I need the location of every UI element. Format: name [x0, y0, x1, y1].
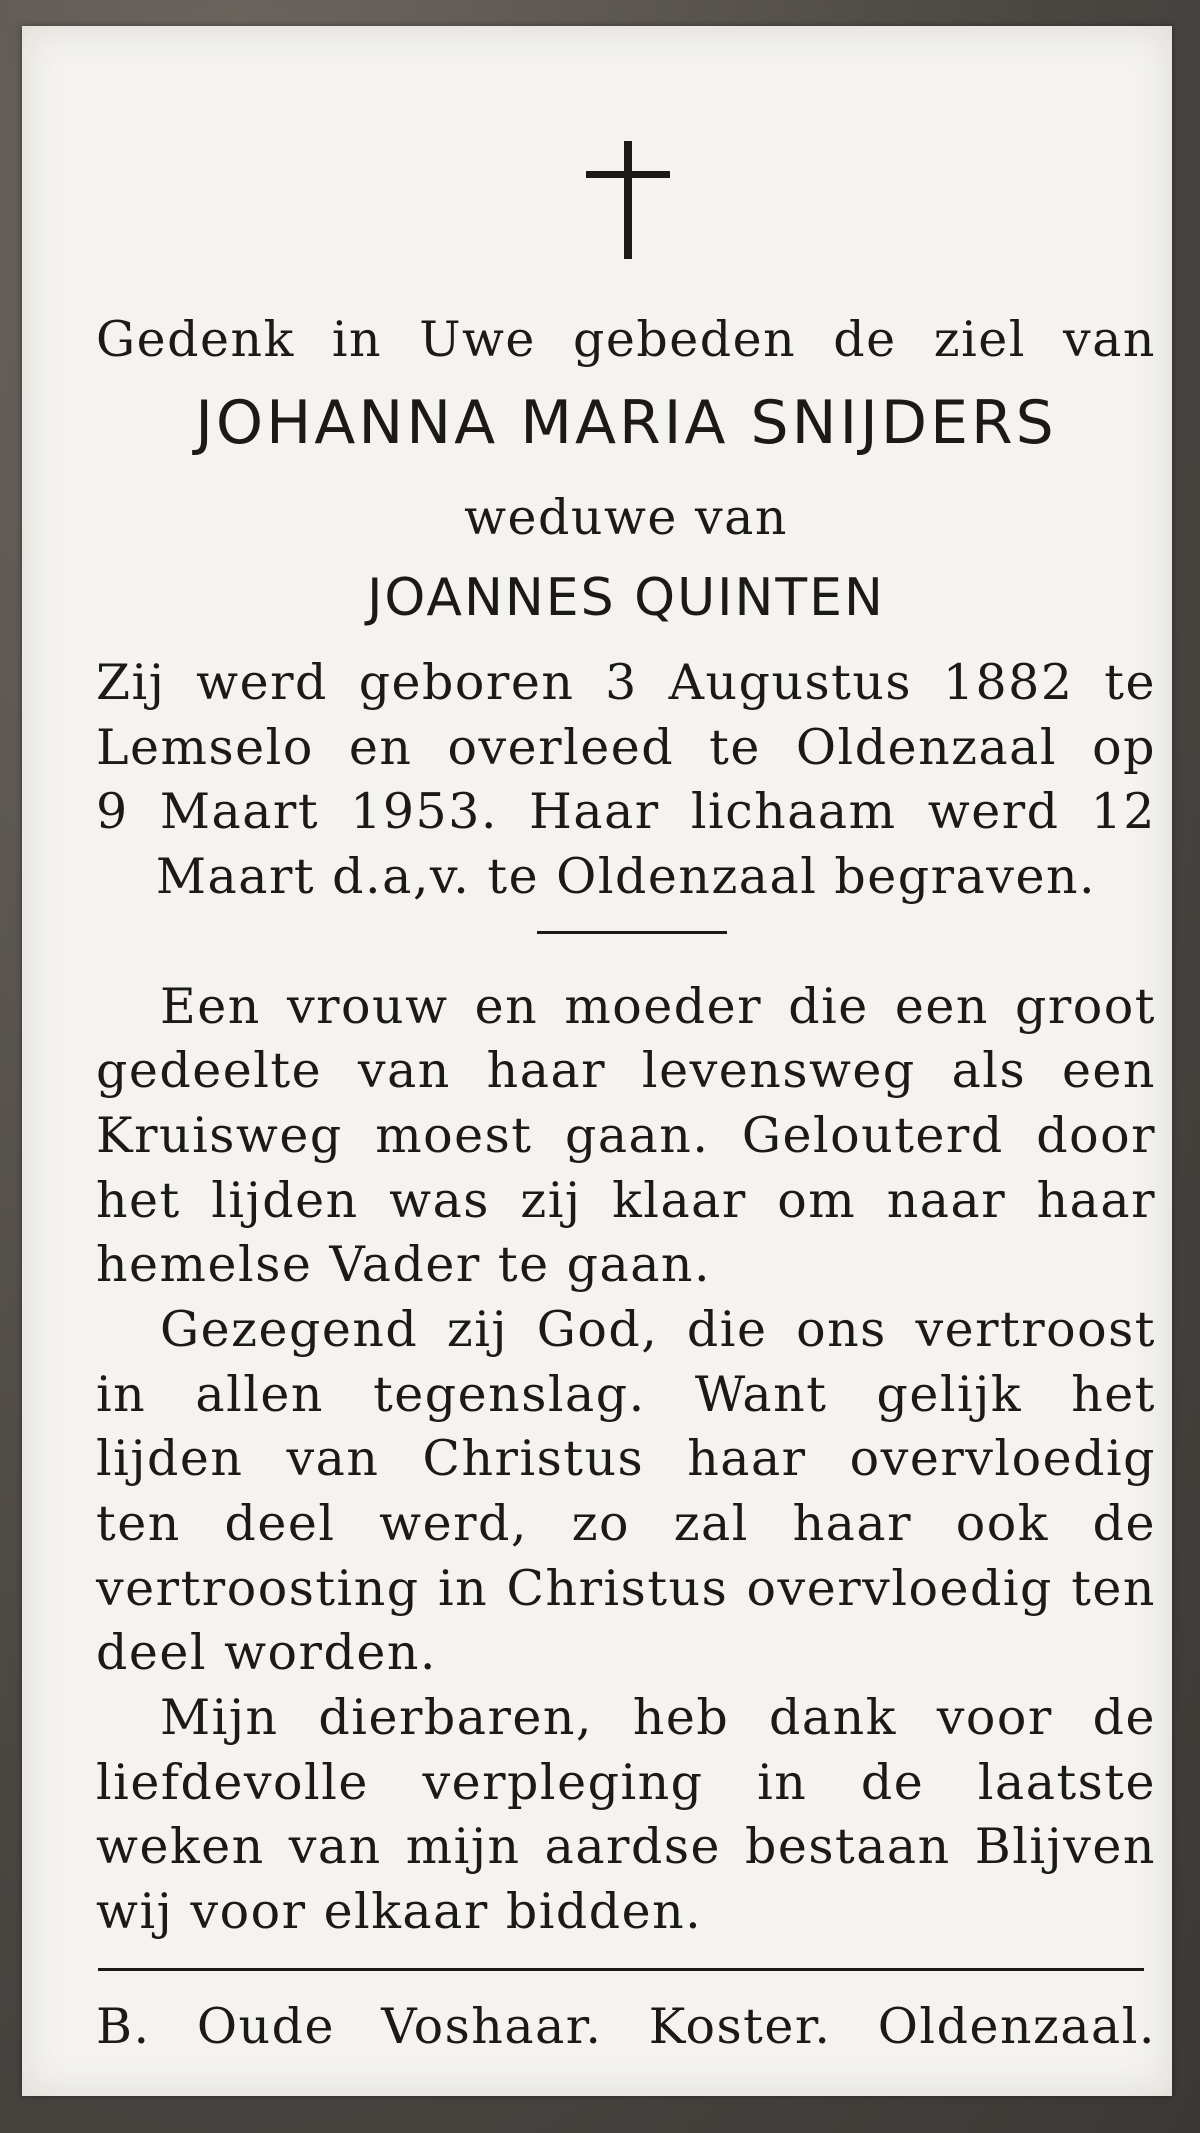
memorial-card [22, 26, 1172, 2096]
paragraph-line: weken van mijn aardse bestaan Blijven [96, 1818, 1156, 1875]
paragraph-line: Kruisweg moest gaan. Gelouterd door [96, 1107, 1156, 1164]
intro-line: Gedenk in Uwe gebeden de ziel van [96, 311, 1156, 368]
deceased-name: JOHANNA MARIA SNIJDERS [195, 388, 1057, 458]
paragraph-line: liefdevolle verpleging in de laatste [96, 1754, 1156, 1811]
paragraph-line: ten deel werd, zo zal haar ook de [96, 1495, 1156, 1552]
widow-of-line: weduwe van [464, 489, 788, 546]
latin-cross-icon [608, 141, 648, 259]
paragraph-line: Gezegend zij God, die ons vertroost [160, 1301, 1156, 1358]
bio-line: Zij werd geboren 3 Augustus 1882 te [96, 654, 1156, 711]
paragraph-line: vertroosting in Christus overvloedig ten [96, 1560, 1156, 1617]
printer-credit: B. Oude Voshaar. Koster. Oldenzaal. [96, 1998, 1156, 2055]
divider-short [537, 931, 727, 934]
paragraph-line: gedeelte van haar levensweg als een [96, 1042, 1156, 1099]
spouse-name: JOANNES QUINTEN [367, 568, 885, 628]
bio-line: 9 Maart 1953. Haar lichaam werd 12 [96, 783, 1156, 840]
paragraph-line: in allen tegenslag. Want gelijk het [96, 1366, 1156, 1423]
paragraph-line: deel worden. [96, 1624, 437, 1681]
divider-long [98, 1968, 1144, 1971]
paragraph-line: het lijden was zij klaar om naar haar [96, 1172, 1156, 1229]
paragraph-line: Een vrouw en moeder die een groot [160, 978, 1156, 1035]
paragraph-line: Mijn dierbaren, heb dank voor de [160, 1689, 1156, 1746]
paragraph-line: wij voor elkaar bidden. [96, 1883, 703, 1940]
paragraph-line: hemelse Vader te gaan. [96, 1236, 712, 1293]
bio-line: Lemselo en overleed te Oldenzaal op [96, 719, 1156, 776]
bio-line: Maart d.a,v. te Oldenzaal begraven. [155, 848, 1097, 905]
paragraph-line: lijden van Christus haar overvloedig [96, 1430, 1156, 1487]
